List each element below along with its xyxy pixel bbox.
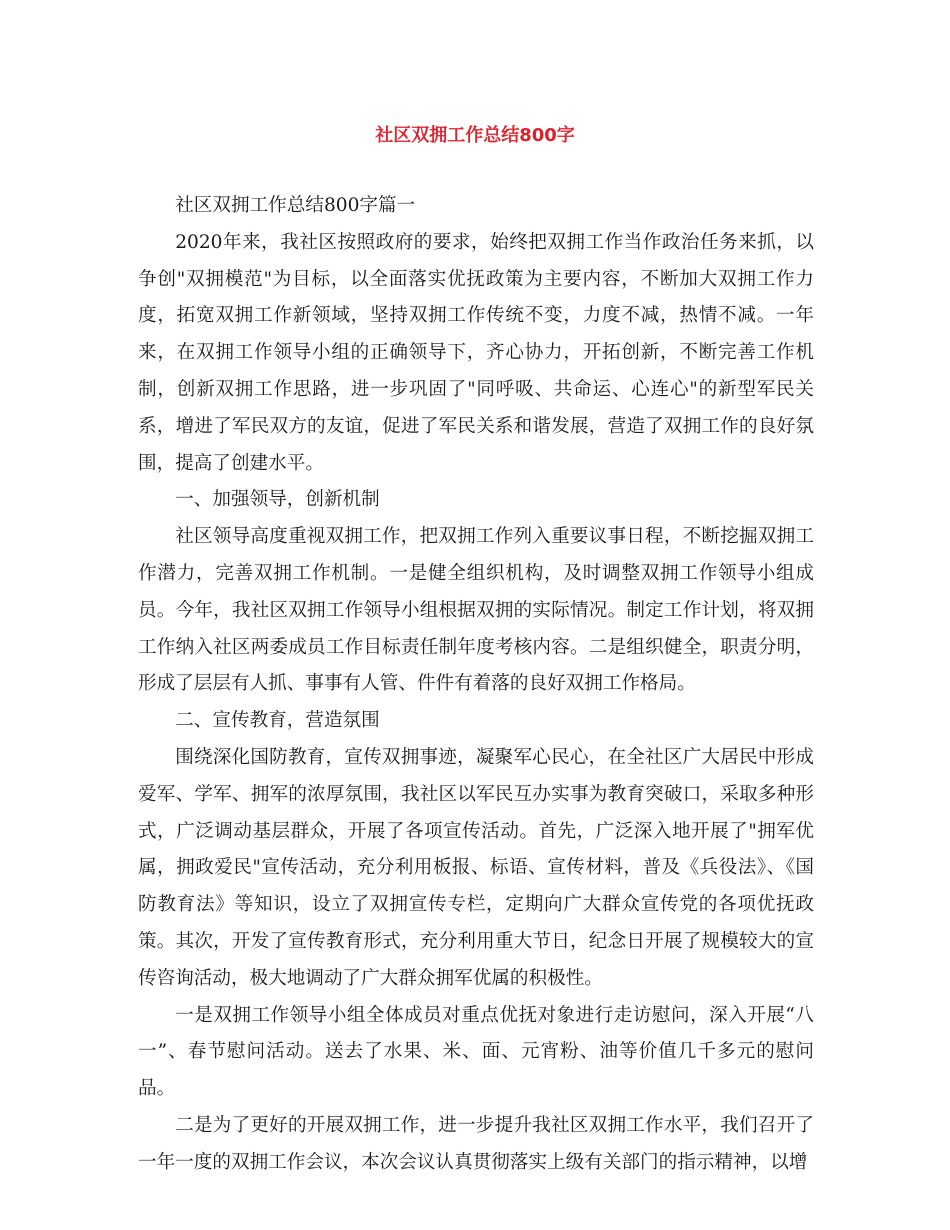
body-paragraph: 围绕深化国防教育，宣传双拥事迹，凝聚军心民心，在全社区广大居民中形成爱军、学军、拥军的浓厚氛围，我社区以军民互办实事为教育突破口，采取多种形式，广泛调动基层群众，开展了各项宣传活动。首先，广泛深入地开展了"拥军优属，拥政爱民"宣传活动，充分利用板报、标语、宣传材料，普及《兵役法》、《国防教育法》等知识，设立了双拥宣传专栏，定期向广大群众宣传党的各项优抚政策。其次，开发了宣传教育形式，充分利用重大节日，纪念日开展了规模较大的宣传咨询活动，极大地调动了广大群众拥军优属的积极性。 xyxy=(138,746,814,989)
section-heading: 一、加强领导，创新机制 xyxy=(175,489,380,511)
document-title: 社区双拥工作总结800字 xyxy=(375,125,575,146)
body-paragraph: 社区领导高度重视双拥工作，把双拥工作列入重要议事日程，不断挖掘双拥工作潜力，完善双拥工作机制。一是健全组织机构，及时调整双拥工作领导小组成员。今年，我社区双拥工作领导小组根据双拥的实际情况。制定工作计划，将双拥工作纳入社区两委成员工作目标责任制年度考核内容。二是组织健全，职责分明，形成了层层有人抓、事事有人管、件件有着落的良好双拥工作格局。 xyxy=(138,526,814,695)
body-paragraph: 一是双拥工作领导小组全体成员对重点优抚对象进行走访慰问，深入开展“八一”、春节慰问活动。送去了水果、米、面、元宵粉、油等价值几千多元的慰问品。 xyxy=(138,1004,814,1100)
body-paragraph: 2020年来，我社区按照政府的要求，始终把双拥工作当作政治任务来抓，以争创"双拥模范"为目标，以全面落实优抚政策为主要内容，不断加大双拥工作力度，拓宽双拥工作新领域，坚持双拥工作传统不变，力度不减，热情不减。一年来，在双拥工作领导小组的正确领导下，齐心协力，开拓创新，不断完善工作机制，创新双拥工作思路，进一步巩固了"同呼吸、共命运、心连心"的新型军民关系，增进了军民双方的友谊，促进了军民关系和谐发展，营造了双拥工作的良好氛围，提高了创建水平。 xyxy=(138,231,814,474)
section-heading: 二、宣传教育，营造氛围 xyxy=(175,710,380,732)
body-paragraph: 二是为了更好的开展双拥工作，进一步提升我社区双拥工作水平，我们召开了一年一度的双拥工作会议，本次会议认真贯彻落实上级有关部门的指示精神，以增 xyxy=(138,1114,814,1173)
section-heading: 社区双拥工作总结800字篇一 xyxy=(175,195,416,216)
document-body xyxy=(138,188,814,1182)
